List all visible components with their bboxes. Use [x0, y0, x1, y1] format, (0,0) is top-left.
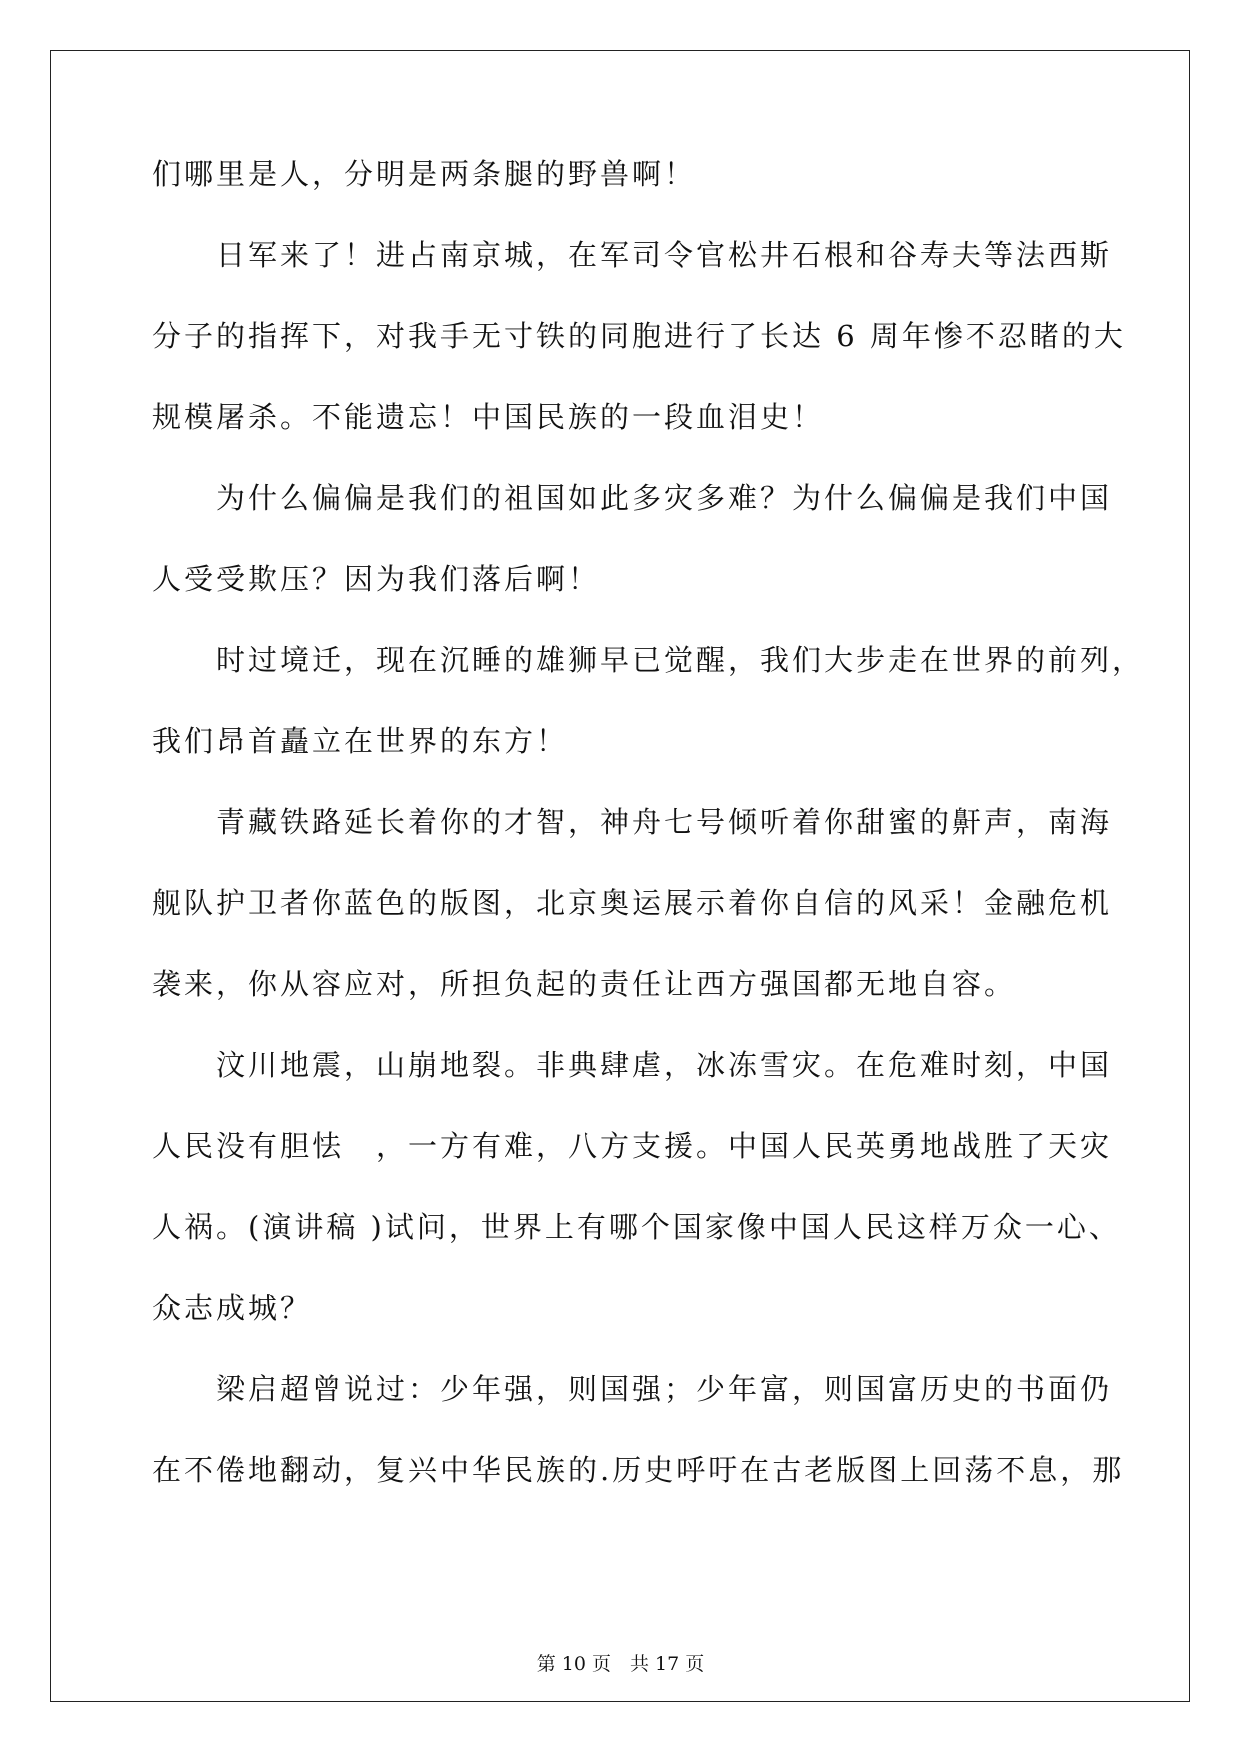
text-line: 梁启超曾说过：少年强，则国强；少年富，则国富历史的书面仍	[216, 1372, 1113, 1406]
text-line: 规模屠杀。不能遗忘！中国民族的一段血泪史！	[152, 400, 825, 434]
text-line: 袭来，你从容应对，所担负起的责任让西方强国都无地自容。	[152, 967, 1017, 1001]
text-line: 们哪里是人，分明是两条腿的野兽啊！	[152, 157, 697, 191]
page-number-footer: 第 10 页 共 17 页	[536, 1653, 705, 1675]
text-line: 众志成城？	[152, 1291, 313, 1325]
text-line: 为什么偏偏是我们的祖国如此多灾多难？为什么偏偏是我们中国	[216, 481, 1113, 515]
text-line: 青藏铁路延长着你的才智，神舟七号倾听着你甜蜜的鼾声，南海	[216, 805, 1113, 839]
text-line: 人民没有胆怯 ，一方有难，八方支援。中国人民英勇地战胜了天灾	[152, 1129, 1113, 1163]
text-line: 在不倦地翻动，复兴中华民族的.历史呼吁在古老版图上回荡不息，那	[152, 1453, 1125, 1487]
text-line: 汶川地震，山崩地裂。非典肆虐，冰冻雪灾。在危难时刻，中国	[216, 1048, 1113, 1082]
text-line: 舰队护卫者你蓝色的版图，北京奥运展示着你自信的风采！金融危机	[152, 886, 1113, 920]
text-line: 我们昂首矗立在世界的东方！	[152, 724, 569, 758]
document-body	[152, 157, 1145, 1537]
text-line: 人受受欺压？因为我们落后啊！	[152, 562, 601, 596]
text-line: 时过境迁，现在沉睡的雄狮早已觉醒，我们大步走在世界的前列，	[216, 643, 1145, 677]
text-line: 人祸。(演讲稿 )试问，世界上有哪个国家像中国人民这样万众一心、	[152, 1210, 1121, 1244]
text-line: 日军来了！进占南京城，在军司令官松井石根和谷寿夫等法西斯	[216, 238, 1113, 272]
text-line: 分子的指挥下，对我手无寸铁的同胞进行了长达 6 周年惨不忍睹的大	[152, 319, 1126, 353]
